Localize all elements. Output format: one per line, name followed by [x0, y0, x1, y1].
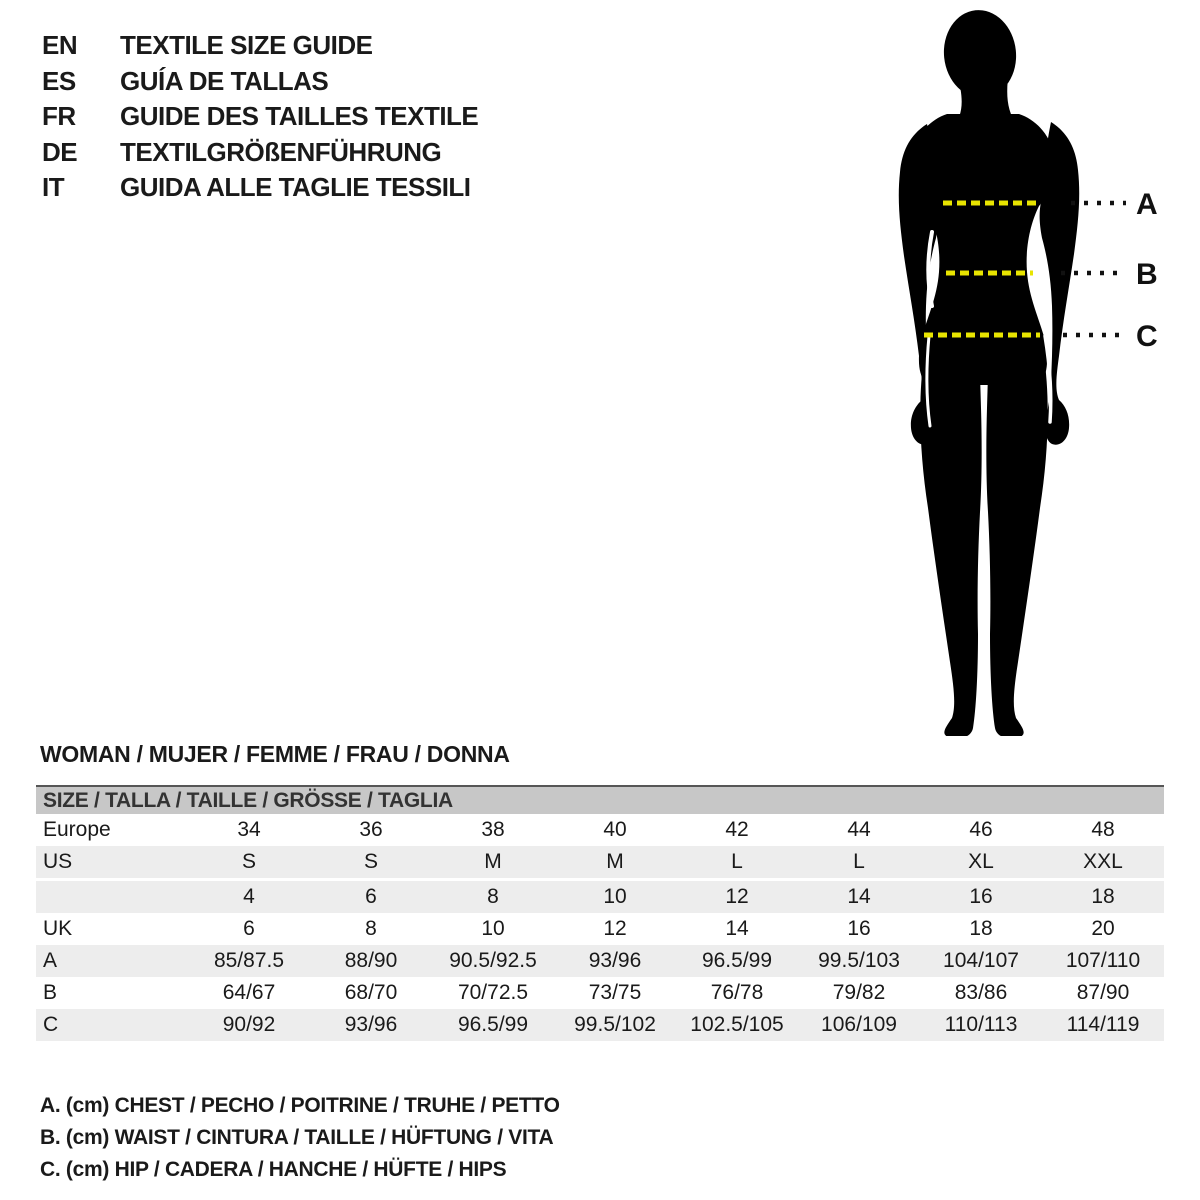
lang-title-fr: GUIDE DES TAILLES TEXTILE [120, 101, 479, 132]
table-cell: 14 [847, 885, 871, 908]
table-cell: 83/86 [954, 981, 1008, 1004]
chest-label: A [1136, 188, 1158, 221]
size-table-header: SIZE / TALLA / TAILLE / GRÖSSE / TAGLIA [36, 785, 1164, 814]
table-row-hip-c [36, 1009, 1164, 1041]
table-cell: 40 [603, 818, 627, 841]
table-cell: 44 [847, 818, 871, 841]
table-cell: 93/96 [588, 949, 642, 972]
table-cell: 16 [847, 917, 871, 940]
table-cell: M [606, 850, 624, 873]
lang-code-fr: FR [42, 101, 76, 132]
silhouette-right-leg [986, 364, 1047, 736]
table-cell: 114/119 [1066, 1013, 1140, 1036]
lang-row-es [42, 64, 478, 100]
table-row-us-letters [36, 846, 1164, 878]
table-cell: 14 [725, 917, 749, 940]
table-cell: 12 [725, 885, 749, 908]
table-cell: XXL [1083, 850, 1123, 873]
table-cell: 106/109 [821, 1013, 897, 1036]
legend-chest: A. (cm) CHEST / PECHO / POITRINE / TRUHE / PETTO [40, 1094, 560, 1117]
table-cell: 8 [487, 885, 499, 908]
table-cell: L [853, 850, 865, 873]
table-cell: 16 [969, 885, 993, 908]
row-label: UK [43, 917, 73, 940]
table-cell: 36 [359, 818, 383, 841]
table-cell: 20 [1091, 917, 1115, 940]
table-cell: 64/67 [222, 981, 276, 1004]
table-cell: 34 [237, 818, 261, 841]
language-heading-list [42, 28, 478, 206]
table-row-waist-b [36, 977, 1164, 1009]
table-cell: 18 [969, 917, 993, 940]
size-table [36, 785, 1164, 1041]
table-cell: 99.5/103 [818, 949, 900, 972]
table-cell: S [363, 850, 378, 873]
table-cell: 10 [603, 885, 627, 908]
table-cell: 10 [481, 917, 505, 940]
lang-code-it: IT [42, 172, 65, 203]
table-cell: 6 [243, 917, 255, 940]
table-cell: 12 [603, 917, 627, 940]
lang-code-es: ES [42, 65, 76, 96]
table-cell: 76/78 [710, 981, 764, 1004]
table-cell: XL [968, 850, 994, 873]
table-cell: 88/90 [344, 949, 398, 972]
table-cell: 68/70 [344, 981, 398, 1004]
row-label: B [43, 981, 58, 1004]
table-cell: 87/90 [1076, 981, 1130, 1004]
lang-code-de: DE [42, 136, 78, 167]
lang-row-it [42, 170, 478, 206]
hip-label: C [1136, 320, 1158, 353]
table-row-uk [36, 913, 1164, 945]
table-cell: 85/87.5 [213, 949, 285, 972]
table-cell: 70/72.5 [457, 981, 529, 1004]
table-cell: 6 [365, 885, 377, 908]
table-cell: 104/107 [943, 949, 1019, 972]
table-cell: 38 [481, 818, 505, 841]
row-label: Europe [43, 818, 111, 841]
table-row-europe [36, 814, 1164, 846]
row-label: US [43, 850, 73, 873]
table-cell: 73/75 [588, 981, 642, 1004]
legend-waist: B. (cm) WAIST / CINTURA / TAILLE / HÜFTUNG / VITA [40, 1126, 554, 1149]
waist-label: B [1136, 258, 1158, 291]
lang-title-es: GUÍA DE TALLAS [120, 65, 329, 96]
woman-silhouette-figure [893, 6, 1200, 736]
table-row-us-numbers [36, 878, 1164, 913]
row-label: C [43, 1013, 59, 1036]
table-cell: 42 [725, 818, 749, 841]
table-cell: 79/82 [832, 981, 886, 1004]
lang-row-de [42, 135, 478, 171]
lang-title-de: TEXTILGRÖßENFÜHRUNG [120, 136, 442, 167]
table-cell: 96.5/99 [701, 949, 773, 972]
table-cell: 96.5/99 [457, 1013, 529, 1036]
measurement-legend [40, 1090, 560, 1186]
table-row-chest-a [36, 945, 1164, 977]
table-cell: L [731, 850, 743, 873]
table-cell: 46 [969, 818, 993, 841]
table-cell: 99.5/102 [574, 1013, 656, 1036]
table-cell: 93/96 [344, 1013, 398, 1036]
row-label: A [43, 949, 58, 972]
table-cell: 18 [1091, 885, 1115, 908]
table-cell: M [484, 850, 502, 873]
lang-row-fr [42, 99, 478, 135]
table-cell: 90/92 [222, 1013, 276, 1036]
category-title: WOMAN / MUJER / FEMME / FRAU / DONNA [40, 741, 510, 767]
table-cell: S [241, 850, 256, 873]
table-cell: 8 [365, 917, 377, 940]
lang-title-it: GUIDA ALLE TAGLIE TESSILI [120, 172, 471, 203]
table-cell: 90.5/92.5 [449, 949, 537, 972]
lang-code-en: EN [42, 30, 78, 61]
table-cell: 48 [1091, 818, 1115, 841]
table-cell: 102.5/105 [690, 1013, 784, 1036]
woman-silhouette-svg [893, 6, 1200, 736]
table-cell: 110/113 [944, 1013, 1018, 1036]
table-cell: 107/110 [1065, 949, 1141, 972]
legend-hip: C. (cm) HIP / CADERA / HANCHE / HÜFTE / HIPS [40, 1158, 507, 1181]
lang-row-en [42, 28, 478, 64]
lang-title-en: TEXTILE SIZE GUIDE [120, 30, 373, 61]
table-cell: 4 [243, 885, 255, 908]
